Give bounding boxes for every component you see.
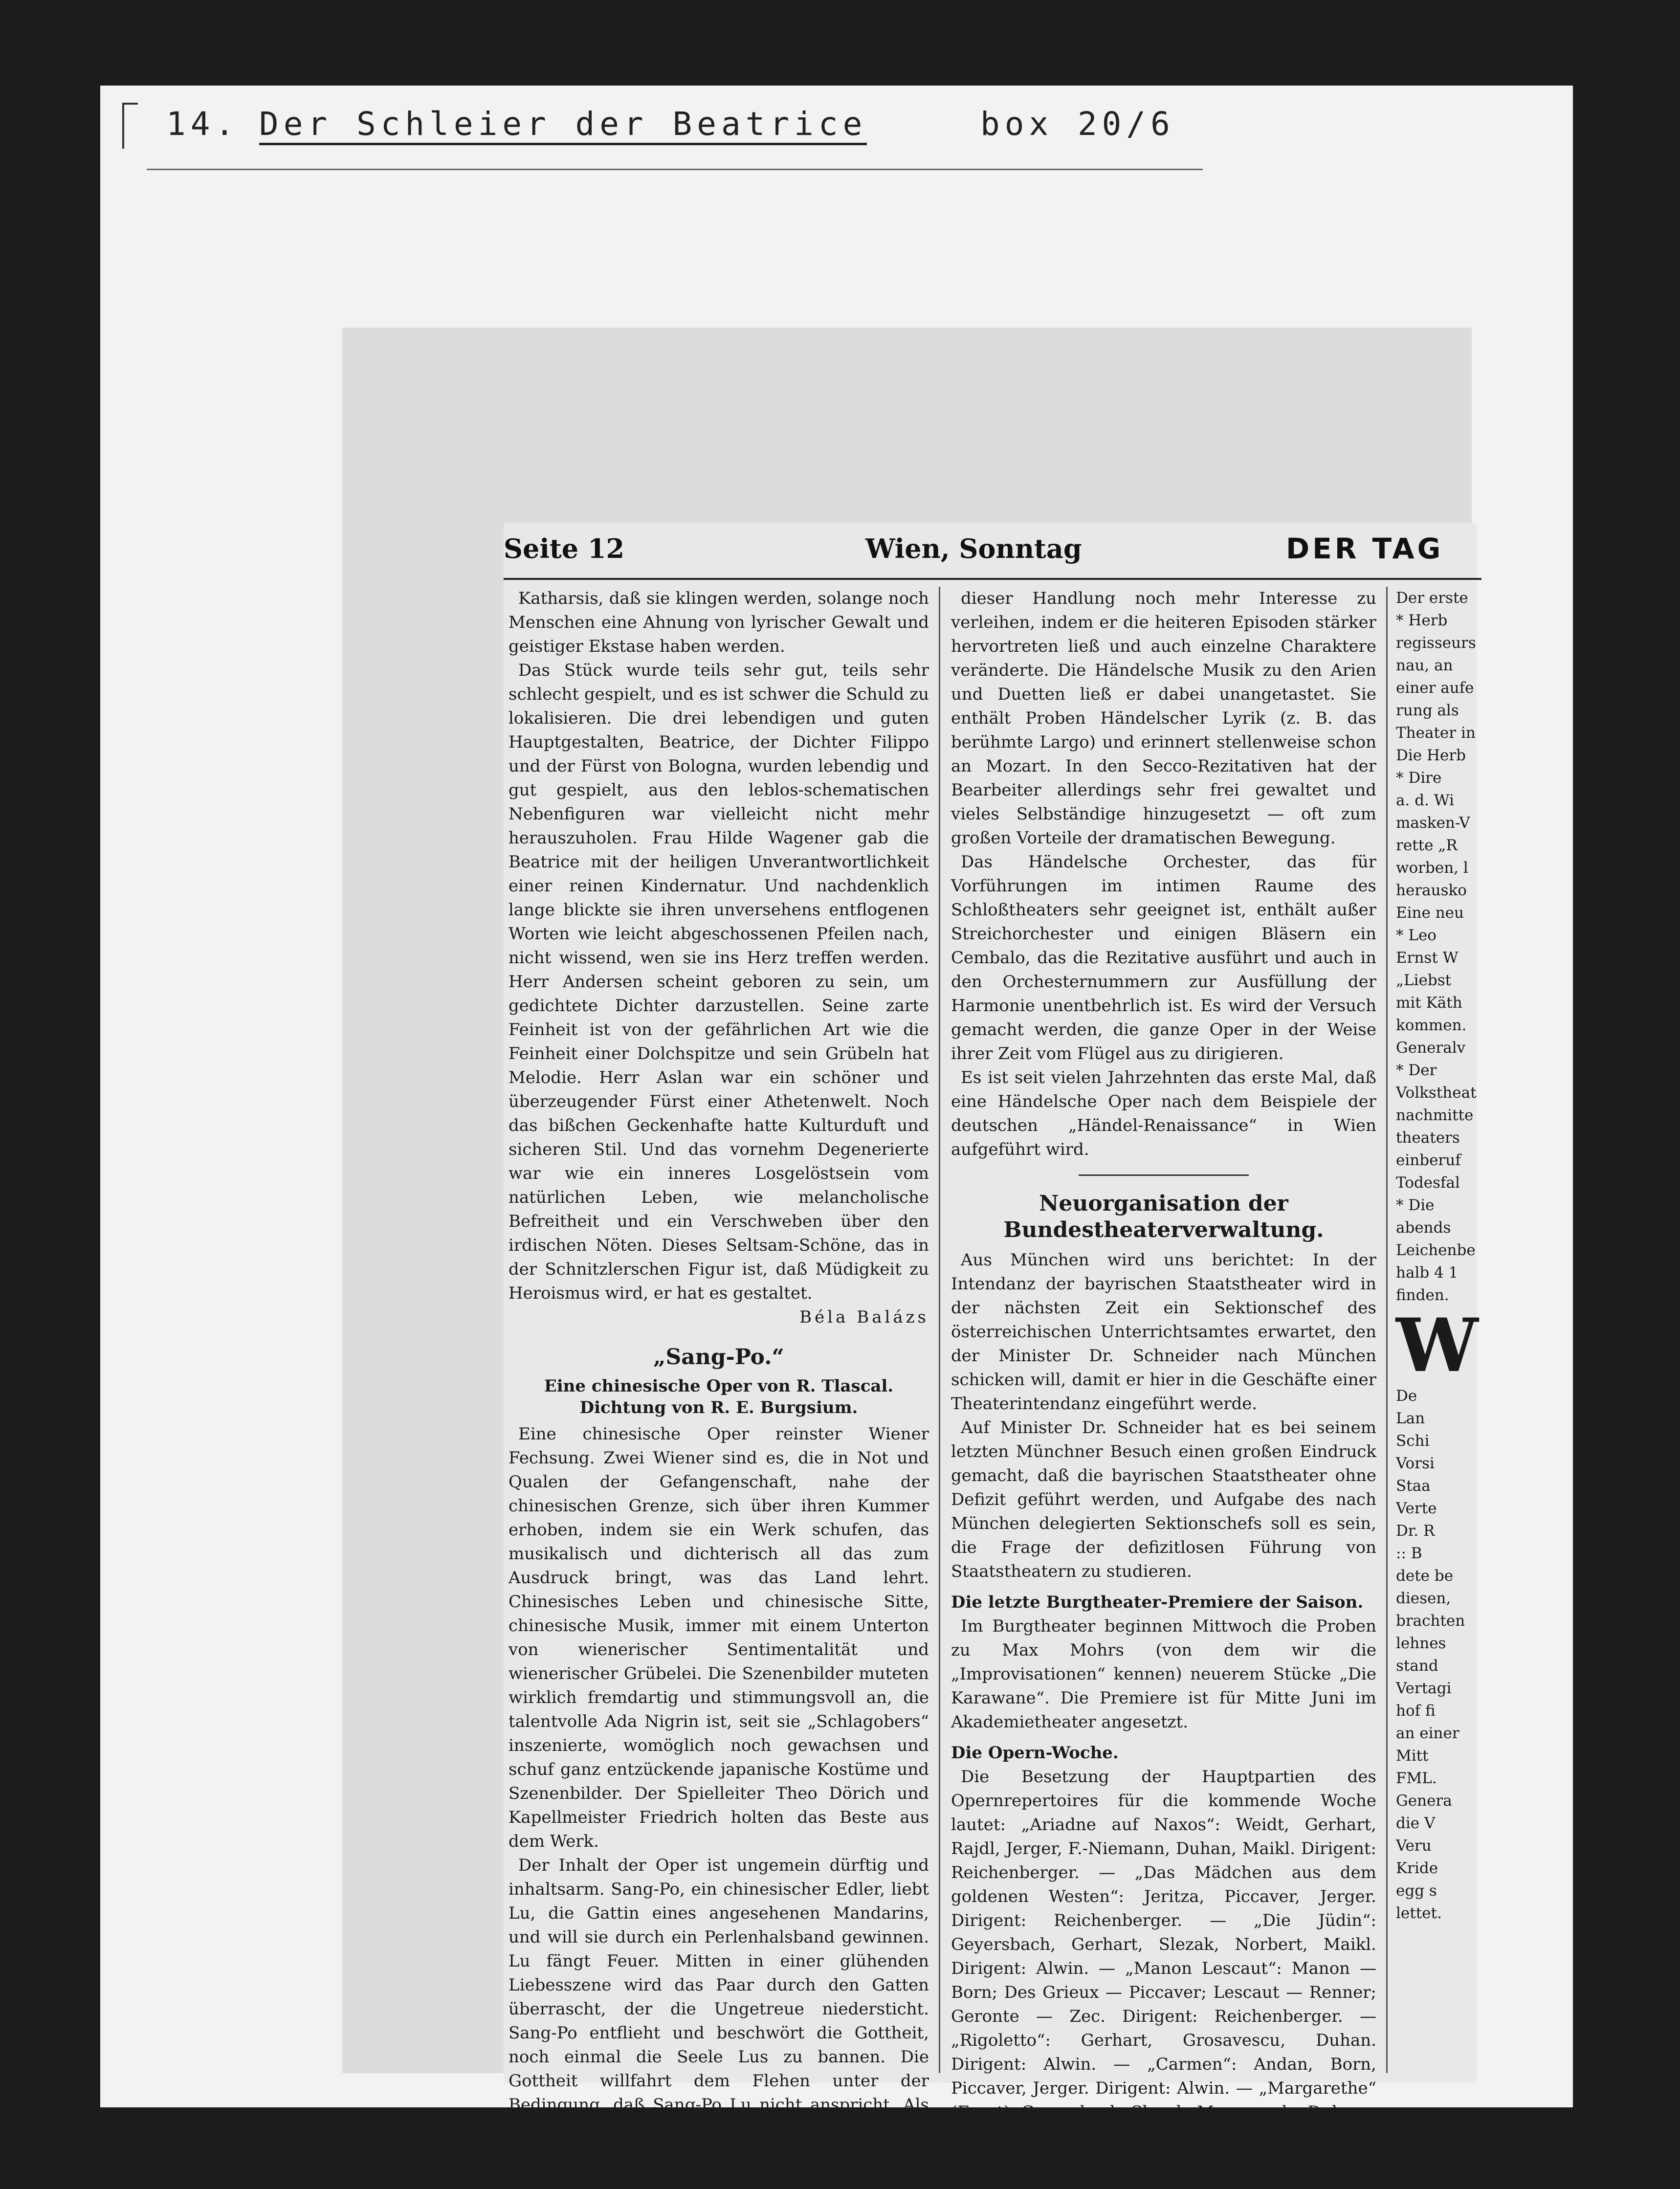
cut-column-line: Mitt xyxy=(1396,1747,1429,1765)
cut-column-line: Schi xyxy=(1396,1432,1430,1450)
handel-paragraph: Das Händelsche Orchester, das für Vorführungen im intimen Raume des Schloßtheaters sehr geeignet ist, enthält außer Streichorchester und einigen Bläsern ein Cembalo, das die Rezitative ausführt und auch in den Orchesternummern zur Ausfüllung der Harmonie unentbehrlich ist. Es wird der Versuch gemacht werden, die ganze Oper in der Weise ihrer Zeit vom Flügel aus zu dirigieren. xyxy=(951,852,1376,1063)
cut-column-line: * Leo xyxy=(1396,927,1437,944)
cut-column-line: De xyxy=(1396,1387,1417,1405)
cut-column-line: Veru xyxy=(1396,1837,1432,1855)
cut-column-line: diesen, xyxy=(1396,1590,1451,1607)
cut-column-line: lehnes xyxy=(1396,1635,1446,1652)
cut-column-line: * Herb xyxy=(1396,612,1448,629)
cut-column-line: die V xyxy=(1396,1814,1436,1832)
opera-subheading: Eine chinesische Oper von R. Tlascal. Dichtung von R. E. Burgsium. xyxy=(544,1376,894,1417)
cut-column-line: Staa xyxy=(1396,1477,1431,1495)
cut-column-line: Genera xyxy=(1396,1792,1452,1810)
cut-column-line: Theater in xyxy=(1396,724,1476,742)
card-corner-mark xyxy=(122,103,138,149)
cut-column-line: FML. xyxy=(1396,1769,1437,1787)
cut-column-line: lettet. xyxy=(1396,1904,1442,1922)
handel-paragraph: Es ist seit vielen Jahrzehnten das erste Mal, daß eine Händelsche Oper nach dem Beispiele der deutschen „Händel-Renaissance“ in Wien aufgeführt wird. xyxy=(951,1068,1376,1159)
reorg-heading: Neuorganisation der Bundestheaterverwaltung. xyxy=(1003,1191,1324,1242)
burg-heading: Die letzte Burgtheater-Premiere der Saison. xyxy=(951,1592,1364,1612)
cut-column-line: kommen. xyxy=(1396,1017,1467,1034)
review-signature: Béla Balázs xyxy=(799,1307,929,1327)
review-paragraph: Katharsis, daß sie klingen werden, solange noch Menschen eine Ahnung von lyrischer Gewalt und geistiger Ekstase haben werden. xyxy=(508,589,929,656)
cut-column-line: masken-V xyxy=(1396,814,1470,832)
cut-column-line: Todesfal xyxy=(1396,1174,1460,1192)
cut-column-line: mit Käth xyxy=(1396,994,1462,1012)
handel-paragraph: dieser Handlung noch mehr Interesse zu verleihen, indem er die heiteren Episoden stärker hervortreten ließ und auch einzelne Charaktere veränderte. Die Händelsche Musik zu den Arien und Duetten ließ er dabei unangetastet. Sie enthält Proben Händelscher Lyrik (z. B. das berühmte Largo) und erinnert stellenweise schon an Mozart. In den Secco-Rezitativen hat der Bearbeiter allerdings sehr frei gewaltet und vieles Selbständige hinzugesetzt — oft zum großen Vorteile der dramatischen Bewegung. xyxy=(951,589,1376,848)
review-paragraph: Das Stück wurde teils sehr gut, teils sehr schlecht gespielt, und es ist schwer die Schuld zu lokalisieren. Die drei lebendigen und guten Hauptgestalten, Beatrice, der Dichter Filippo und der Fürst von Bologna, wurden lebendig und gut gespielt, aus den leblos-schematischen Nebenfiguren war vielleicht nicht mehr herauszuholen. Frau Hilde Wagener gab die Beatrice mit der heiligen Unverantwortlichkeit einer reinen Kindernatur. Und nachdenklich lange blickte sie ihren unversehens entflogenen Worten wie leicht abgeschossenen Pfeilen nach, nicht wissend, wen sie ins Herz treffen werden. Herr Andersen scheint geboren zu sein, um gedichtete Dichter darzustellen. Seine zarte Feinheit ist von der gefährlichen Art wie die Feinheit einer Dolchspitze und sein Grübeln hat Melodie. Herr Aslan war ein schöner und überzeugender Fürst einer Athetenwelt. Noch das bißchen Geckenhafte hatte Kulturduft und sicheren Stil. Und das vornehm Degenerierte war wie ein inneres Losgelöstsein vom natürlichen Leben, wie melancholische Befreitheit und ein Verschweben über den irdischen Nöten. Dieses Seltsam-Schöne, das in der Schnitzlerschen Figur ist, daß Müdigkeit zu Heroismus wird, er hat es gestaltet. xyxy=(508,661,929,1303)
cut-column-line: a. d. Wi xyxy=(1396,792,1454,809)
card-title: Der Schleier der Beatrice xyxy=(259,105,867,145)
newspaper-clipping xyxy=(342,328,1479,2187)
column-rule xyxy=(1386,587,1388,2073)
cut-column-line: herausko xyxy=(1396,882,1467,899)
masthead-rule xyxy=(504,578,1481,580)
reorg-paragraph: Auf Minister Dr. Schneider hat es bei seinem letzten Münchner Besuch einen großen Eindruck gemacht, daß die bayrischen Staatstheater ohne Defizit geführt werden, und Aufgabe des nach München delegierten Sektionschefs soll es sein, die Frage der defizitlosen Führung von Staatstheatern zu studieren. xyxy=(951,1418,1376,1581)
cut-column-line: * Der xyxy=(1396,1061,1437,1079)
card-number: 14. xyxy=(166,105,240,143)
cut-column-line: Verte xyxy=(1396,1500,1437,1517)
header-rule xyxy=(147,169,1203,170)
cut-column-line: :: B xyxy=(1396,1545,1422,1562)
reorg-paragraph: Aus München wird uns berichtet: In der Intendanz der bayrischen Staatstheater wird in der nächsten Zeit ein Sektionschef des österreichischen Unterrichtsamtes erwartet, den der Minister Dr. Schneider nach München schicken will, damit er hier in die Geschäfte einer Theaterintendanz eingeführt werde. xyxy=(951,1250,1376,1414)
page-number: Seite 12 xyxy=(504,533,625,564)
dateline: Wien, Sonntag xyxy=(865,533,1082,564)
column-rule xyxy=(939,587,940,2073)
cut-column-line: Kride xyxy=(1396,1859,1438,1877)
cut-column-line: Der erste xyxy=(1396,589,1468,607)
cut-column-line: „Liebst xyxy=(1396,972,1452,989)
newspaper-page xyxy=(504,523,1479,2187)
cut-column-line: Die Herb xyxy=(1396,747,1466,764)
cut-column-line: Eine neu xyxy=(1396,904,1464,922)
cut-column-line: * Dire xyxy=(1396,769,1442,787)
cut-column-line: an einer xyxy=(1396,1725,1459,1742)
cut-column-line: einberuf xyxy=(1396,1151,1461,1169)
cut-column-line: Ernst W xyxy=(1396,949,1459,967)
cut-column-line: Volkstheat xyxy=(1396,1084,1477,1102)
opera-paragraph: Der Inhalt der Oper ist ungemein dürftig und inhaltsarm. Sang-Po, ein chinesischer Edler, liebt Lu, die Gattin eines angesehenen Mandarins, und will sie durch ein Perlenhalsband gewinnen. Lu fängt Feuer. Mitten in einer glühenden Liebesszene wird das Paar durch den Gatten überrascht, der die Ungetreue niedersticht. Sang-Po entflieht und beschwört die Gottheit, noch einmal die Seele Lus zu bannen. Die Gottheit willfahrt dem Flehen unter der Bedingung, daß Sang-Po Lu nicht anspricht. Als der Liebende aber die Seele Lien-Yangs vor sich sieht, kann er sich nicht bezwingen und die Dämonen erwürgen xyxy=(508,1856,929,2187)
cut-column-line: Dr. R xyxy=(1396,1522,1435,1540)
column-left xyxy=(508,587,929,2187)
masthead xyxy=(504,523,1481,567)
cut-column-line: regisseurs xyxy=(1396,634,1476,652)
opera-heading: „Sang-Po.“ xyxy=(653,1345,784,1370)
opern-heading: Die Opern-Woche. xyxy=(951,1743,1119,1763)
cut-column-line: brachten xyxy=(1396,1612,1465,1630)
column-right-cut xyxy=(1396,587,1489,2073)
newspaper-name: DER TAG xyxy=(1286,532,1444,565)
cut-column-line: halb 4 1 xyxy=(1396,1264,1459,1282)
opern-paragraph: Die Besetzung der Hauptpartien des Opernrepertoires für die kommende Woche lautet: „Ariadne auf Naxos“: Weidt, Gerhart, Rajdl, Jerger, F.-Niemann, Duhan, Maikl. Dirigent: Reichenberger. — „Das Mädchen aus dem goldenen Westen“: Jeritza, Piccaver, Jerger. Dirigent: Reichenberger. — „Die Jüdin“: Geyersbach, Gerhart, Slezak, Norbert, Maikl. Dirigent: Alwin. — „Manon Lescaut“: Manon — Born; Des Grieux — Piccaver; Lescaut — Renner; Geronte — Zec. Dirigent: Reichenberger. — „Rigoletto“: Gerhart, Grosavescu, Duhan. Dirigent: Alwin. — „Carmen“: Andan, Born, Piccaver, Jerger. Dirigent: Alwin. — „Margarethe“ (Faust): Geyersbach, Slezak, Manowarda, Duhan. xyxy=(951,1767,1376,2122)
cut-column-line: finden. xyxy=(1396,1286,1449,1304)
cut-column-line: worben, l xyxy=(1396,859,1468,877)
cut-column-line: hof fi xyxy=(1396,1702,1436,1720)
cut-column-line: rette „R xyxy=(1396,837,1458,854)
cut-column-line: abends xyxy=(1396,1219,1451,1237)
burg-paragraph: Im Burgtheater beginnen Mittwoch die Proben zu Max Mohrs (von dem wir die „Improvisationen“ kennen) neuerem Stücke „Die Karawane“. Die Premiere ist für Mitte Juni im Akademietheater angesetzt. xyxy=(951,1616,1376,1732)
cut-column-line: dete be xyxy=(1396,1567,1454,1585)
opera-paragraph: Eine chinesische Oper reinster Wiener Fechsung. Zwei Wiener sind es, die in Not und Qualen der Gefangenschaft, nahe der chinesischen Grenze, sich über ihren Kummer erhoben, indem sie ein Werk schufen, das musikalisch und dichterisch all das zum Ausdruck bringt, was das Land lehrt. Chinesisches Leben und chinesische Sitte, chinesische Musik, immer mit einem Unterton von wienerischer Sentimentalität und wienerischer Grübelei. Die Szenenbilder muteten wirklich fremdartig und stimmungsvoll an, die talentvolle Ada Nigrin ist, seit sie „Schlagobers“ inszenierte, womöglich noch gewachsen und schuf ganz entzückende japanische Kostüme und Szenenbilder. Der Spielleiter Theo Dörich und Kapellmeister Friedrich holten das Beste aus dem Werk. xyxy=(508,1424,929,1851)
cut-column-line: Lan xyxy=(1396,1410,1425,1427)
section-divider xyxy=(1079,1174,1249,1176)
cut-column-line: einer aufe xyxy=(1396,679,1474,697)
cut-column-line: Vertagi xyxy=(1396,1680,1452,1697)
cut-column-line: nachmitte xyxy=(1396,1106,1474,1124)
column-middle xyxy=(951,587,1376,2122)
card-box-label: box 20/6 xyxy=(980,105,1175,143)
cut-column-line: Vorsi xyxy=(1396,1455,1435,1472)
cut-column-line: Leichenbe xyxy=(1396,1241,1476,1259)
cut-column-line: Generalv xyxy=(1396,1039,1466,1057)
cut-column-line: nau, an xyxy=(1396,657,1453,674)
cut-column-line: * Die xyxy=(1396,1196,1435,1214)
cut-column-line: W xyxy=(1396,1303,1479,1389)
cut-column-line: stand xyxy=(1396,1657,1438,1675)
cut-column-line: egg s xyxy=(1396,1882,1437,1900)
cut-column-line: theaters xyxy=(1396,1129,1460,1147)
cut-column-line: rung als xyxy=(1396,702,1459,719)
